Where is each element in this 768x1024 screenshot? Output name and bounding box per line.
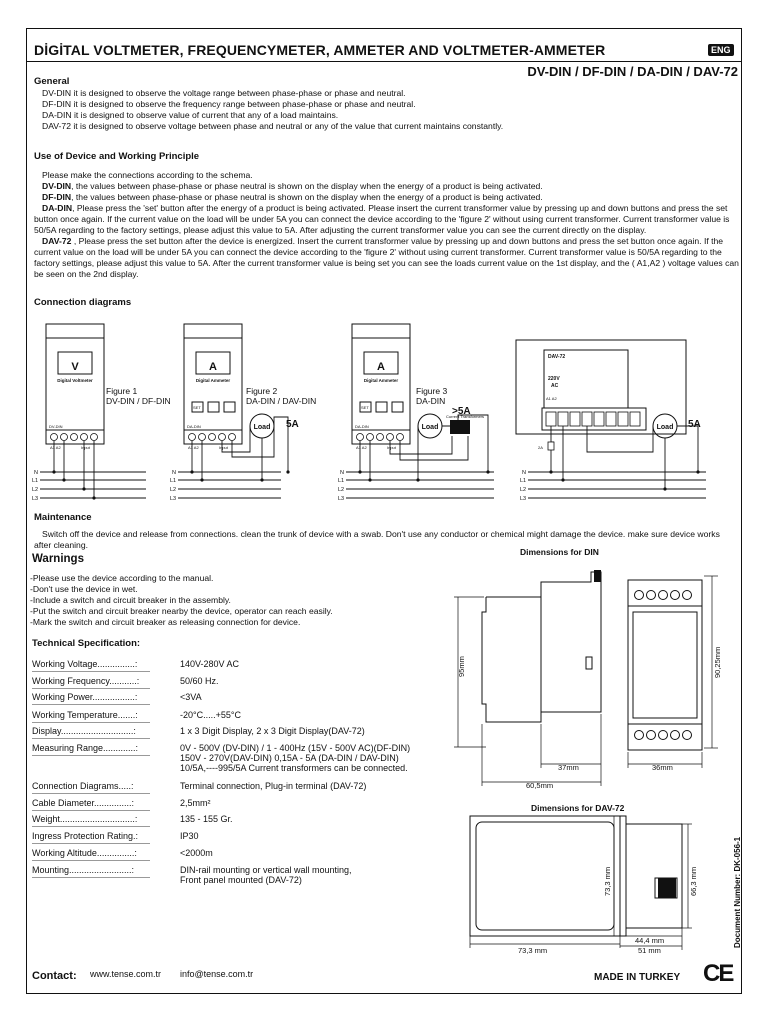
line-label-l1: L1 (520, 478, 527, 484)
usage-item-text: , the values between phase-phase or phase neutral is shown on the display when the energy of a product is being activated. (71, 192, 543, 202)
spec-value: DIN-rail mounting or vertical wall mounting, Front panel mounted (DAV-72) (180, 865, 352, 885)
spec-value: Terminal connection, Plug-in terminal (DAV-72) (180, 781, 367, 791)
din-terminal (647, 591, 656, 600)
dav-height-663: 66,3 mm (689, 866, 698, 896)
junction-dot (561, 478, 564, 481)
spec-value: IP30 (180, 831, 199, 841)
dav72-voltage: 220V (548, 376, 560, 382)
usage-item-name: DAV-72 (42, 236, 72, 246)
dav-dimension-drawing (460, 812, 700, 957)
spec-value: 135 - 155 Gr. (180, 814, 233, 824)
spec-separator (32, 755, 150, 756)
terminal-screw (209, 434, 216, 441)
spec-value: 2,5mm² (180, 798, 211, 808)
spec-separator (32, 704, 150, 705)
terminal-screw (81, 434, 88, 441)
line-label-l3: L3 (520, 496, 527, 502)
device-2-terminals: A1 A2 (188, 445, 199, 450)
din-width-605: 60,5mm (526, 781, 554, 790)
terminal-screw (71, 434, 78, 441)
terminal-screw (219, 434, 226, 441)
din-terminal (671, 591, 680, 600)
junction-dot (82, 487, 85, 490)
wire (390, 436, 452, 454)
usage-item-name: DF-DIN (42, 192, 72, 202)
current-gt5a-label: >5A (452, 406, 471, 417)
dav72-terminal (558, 412, 568, 426)
spec-value: 0V - 500V (DV-DIN) / 1 - 400Hz (15V - 500V AC)(DF-DIN) 150V - 270V(DAV-DIN) 0,15A - 5A (DA-DIN / DAV-DIN) 10/5A,----995/5A Current transformers can be connected. (180, 743, 411, 773)
general-text (42, 88, 732, 132)
line-label-l2: L2 (32, 487, 39, 493)
general-line: DV-DIN it is designed to observe the voltage range between phase-phase or phase and neutral. (42, 88, 406, 98)
junction-dot (260, 478, 263, 481)
warnings-heading: Warnings (32, 553, 84, 565)
junction-dot (200, 478, 203, 481)
spec-key: Working Voltage...............: (32, 659, 138, 669)
line-label-l3: L3 (338, 496, 345, 502)
general-line: DA-DIN it is designed to observe value of current that any of a load maintains. (42, 110, 339, 120)
spec-separator (32, 722, 150, 723)
device-2-top-rail (184, 324, 242, 338)
warning-item: -Put the switch and circuit breaker nearby the device, operator can reach easily. (30, 606, 333, 616)
spec-separator (32, 738, 150, 739)
spec-key: Display.............................: (32, 726, 136, 736)
din-terminal (635, 591, 644, 600)
dav72-terminal (546, 412, 556, 426)
spec-key: Connection Diagrams.....: (32, 781, 134, 791)
din-side-latch (594, 570, 601, 582)
din-dimensions-heading: Dimensions for DIN (520, 547, 599, 557)
terminal-screw (377, 434, 384, 441)
device-2-model: DA-DIN (187, 424, 201, 429)
spec-value: -20°C.....+55°C (180, 710, 241, 720)
current-5a-label: 5A (286, 419, 299, 430)
ce-mark: CE (703, 960, 733, 987)
device-1-top-rail (46, 324, 104, 338)
ct-label: Current Transformers (446, 414, 485, 419)
dav72-label: DAV-72 (548, 354, 566, 360)
figure-3-sub: DA-DIN (416, 396, 446, 406)
device-3-set-label: SET (361, 405, 369, 410)
spec-separator (32, 810, 150, 811)
dav-height-733: 73,3 mm (603, 866, 612, 896)
made-in-label: MADE IN TURKEY (594, 972, 681, 983)
junction-dot (62, 478, 65, 481)
device-1-terminal-block (46, 430, 104, 444)
warning-item: -Include a switch and circuit breaker in the assembly. (30, 595, 231, 605)
dav72-terminal (582, 412, 592, 426)
spec-value: <2000m (180, 848, 213, 858)
device-2-input: Input (219, 445, 228, 450)
device-3-name: Digital Ammeter (363, 378, 399, 383)
spec-separator (32, 860, 150, 861)
device-2-name: Digital Ammeter (195, 378, 231, 383)
maintenance-text: Switch off the device and release from connections. clean the trunk of device with a swab. Don't use any conductor or chemical might damage the device. make sure device works after cleaning. (34, 529, 720, 550)
warning-item: -Mark the switch and circuit breaker as releasing connection for device. (30, 617, 301, 627)
terminal-screw (199, 434, 206, 441)
warning-item: -Don't use the device in wet. (30, 584, 138, 594)
device-1-name: Digital Voltmeter (57, 378, 93, 383)
connection-diagrams (26, 312, 742, 507)
warnings-list (30, 573, 430, 628)
maintenance-heading: Maintenance (34, 512, 92, 523)
spec-key: Mounting.........................: (32, 865, 135, 875)
model-list: DV-DIN / DF-DIN / DA-DIN / DAV-72 (527, 64, 738, 79)
device-3-terminal-block (352, 430, 410, 444)
page-title: DİGİTAL VOLTMETER, FREQUENCYMETER, AMMETER AND VOLTMETER-AMMETER (34, 42, 606, 58)
junction-dot (416, 478, 419, 481)
device-2-set-label: SET (193, 405, 201, 410)
din-height-9025: 90,25mm (713, 646, 722, 678)
din-side-slot (586, 657, 592, 669)
din-terminal (635, 731, 644, 740)
dav72-terminal (570, 412, 580, 426)
usage-item-name: DV-DIN (42, 181, 72, 191)
line-label-l3: L3 (170, 496, 177, 502)
contact-website[interactable]: www.tense.com.tr (90, 969, 162, 979)
device-3-model: DA-DIN (355, 424, 369, 429)
din-terminal (659, 591, 668, 600)
dav-side-connector (658, 878, 676, 898)
dav72-terminal (618, 412, 628, 426)
spec-separator (32, 843, 150, 844)
dav72-terminal (630, 412, 640, 426)
wire (677, 426, 698, 472)
spec-key: Cable Diameter...............: (32, 798, 135, 808)
device-1-input: Input (81, 445, 90, 450)
terminal-screw (357, 434, 364, 441)
din-width-36: 36mm (652, 763, 673, 772)
device-1-letter: V (71, 361, 79, 373)
din-terminal (659, 731, 668, 740)
usage-item-name: DA-DIN (42, 203, 73, 213)
line-label-l2: L2 (338, 487, 345, 493)
device-3-button (392, 402, 403, 412)
device-3-top-rail (352, 324, 410, 338)
spec-separator (32, 688, 150, 689)
dav72-terminal (606, 412, 616, 426)
line-label-l3: L3 (32, 496, 39, 502)
spec-key: Measuring Range.............: (32, 743, 139, 753)
dav-width-733: 73,3 mm (518, 946, 548, 955)
spec-value: 1 x 3 Digit Display, 2 x 3 Digit Display(DAV-72) (180, 726, 365, 736)
contact-email[interactable]: info@tense.com.tr (180, 969, 254, 979)
device-3-input: Input (387, 445, 396, 450)
terminal-screw (367, 434, 374, 441)
junction-dot (368, 478, 371, 481)
figure-2-label: Figure 2 (246, 386, 278, 396)
line-label-l1: L1 (338, 478, 345, 484)
junction-dot (358, 470, 361, 473)
device-3-button (376, 402, 387, 412)
junction-dot (663, 487, 666, 490)
spec-key: Working Power.................: (32, 692, 138, 702)
junction-dot (190, 470, 193, 473)
dav-width-51: 51 mm (638, 946, 661, 955)
device-2-button (208, 402, 219, 412)
usage-text (34, 170, 740, 280)
current-transformer (450, 420, 470, 434)
general-heading: General (34, 76, 70, 87)
device-1-model: DV-DIN (49, 424, 63, 429)
spec-value: <3VA (180, 692, 202, 702)
terminal-screw (387, 434, 394, 441)
fuse (548, 442, 554, 450)
connection-heading: Connection diagrams (34, 297, 132, 308)
dav-side-body (626, 824, 682, 928)
device-3-letter: A (377, 361, 385, 373)
din-height-95: 95mm (457, 656, 466, 677)
din-terminal (683, 591, 692, 600)
document-number: Document Number: DK-056-1 (733, 836, 742, 948)
terminal-screw (51, 434, 58, 441)
load-label: Load (253, 424, 271, 431)
general-line: DAV-72 it is designed to observe voltage between phase and neutral or any of the value that current maintains constantly. (42, 121, 504, 131)
current-5a-label: 5A (688, 419, 701, 430)
device-1-terminals: A1 A2 (50, 445, 61, 450)
dav-front-display (476, 822, 614, 930)
line-label-n: N (34, 470, 38, 476)
dav-side-flange (620, 816, 626, 936)
spec-key: Working Altitude...............: (32, 848, 137, 858)
junction-dot (486, 470, 489, 473)
line-label-l1: L1 (32, 478, 39, 484)
spec-value: 140V-280V AC (180, 659, 240, 669)
din-front-window (633, 612, 697, 718)
din-dimension-drawing (446, 562, 736, 792)
spec-separator (32, 877, 150, 878)
junction-dot (92, 496, 95, 499)
general-line: DF-DIN it is designed to observe the frequency range between phase-phase or phase and neutral. (42, 99, 416, 109)
spec-value: 50/60 Hz. (180, 676, 219, 686)
line-label-l1: L1 (170, 478, 177, 484)
line-label-l2: L2 (170, 487, 177, 493)
din-width-37: 37mm (558, 763, 579, 772)
device-3-terminals: A1 A2 (356, 445, 367, 450)
device-2-terminal-block (184, 430, 242, 444)
spec-key: Working Temperature.......: (32, 710, 138, 720)
dav72-ac: AC (551, 383, 559, 389)
usage-heading: Use of Device and Working Principle (34, 151, 200, 162)
din-terminal (647, 731, 656, 740)
terminal-screw (61, 434, 68, 441)
figure-1-label: Figure 1 (106, 386, 138, 396)
junction-dot (286, 470, 289, 473)
specs-heading: Technical Specification: (32, 638, 141, 649)
usage-item-text: , the values between phase-phase or phase neutral is shown on the display when the energy of a product is being activated. (71, 181, 543, 191)
figure-1-sub: DV-DIN / DF-DIN (106, 396, 171, 406)
spec-key: Working Frequency...........: (32, 676, 140, 686)
device-2-button (224, 402, 235, 412)
spec-key: Weight..............................: (32, 814, 138, 824)
language-badge: ENG (708, 44, 734, 56)
spec-separator (32, 793, 150, 794)
fuse-label: 2A (538, 445, 543, 450)
usage-intro: Please make the connections according to the schema. (42, 170, 253, 180)
spec-separator (32, 671, 150, 672)
load-label: Load (421, 424, 439, 431)
line-label-n: N (172, 470, 176, 476)
din-terminal (683, 731, 692, 740)
figure-2-sub: DA-DIN / DAV-DIN (246, 396, 317, 406)
header-divider (26, 61, 742, 62)
terminal-screw (397, 434, 404, 441)
dav-front-bezel (470, 816, 620, 936)
line-label-l2: L2 (520, 487, 527, 493)
terminal-screw (91, 434, 98, 441)
dav-width-444: 44,4 mm (635, 936, 665, 945)
dav-dimensions-heading: Dimensions for DAV-72 (531, 803, 625, 813)
load-label: Load (656, 424, 674, 431)
line-label-n: N (340, 470, 344, 476)
spec-key: Ingress Protection Rating.: (32, 831, 139, 841)
contact-label: Contact: (32, 970, 77, 982)
device-2-letter: A (209, 361, 217, 373)
warning-item: -Please use the device according to the manual. (30, 573, 214, 583)
junction-dot (549, 470, 552, 473)
junction-dot (696, 470, 699, 473)
terminal-screw (189, 434, 196, 441)
terminal-screw (229, 434, 236, 441)
dav72-terminals: A1 A2 (546, 396, 557, 401)
usage-item-text: , Please press the set button after the device is energized. Insert the current transformer value by pressing up and down buttons and press the set button once again. If the current value on the load will be under 5A you can connect the device according to the 'figure 2' without using current transformer. Current transformer value is 50/5A regarding to the factory settings, please adjust this value to 5A. After the current transformer value is being set you can see the loads current value on the 1st display, and the ( A1,A2 ) voltage values can be seen on the 2nd display. (34, 236, 739, 279)
figure-3-label: Figure 3 (416, 386, 448, 396)
junction-dot (52, 470, 55, 473)
din-terminal (671, 731, 680, 740)
spec-separator (32, 826, 150, 827)
usage-item-text: , Please press the 'set' button after the energy of a product is being activated. Please insert the current transformer value by pressing up and down buttons and press the set button once again. If the current value on the load will be under 5A you can connect the device according to the 'figure 2' without using current transformer. Current transformer value is 50/5A regarding to the factory settings, please adjust this value to 5A. After adjusting the current transformer value you can see the current directly on the display. (34, 203, 730, 235)
line-label-n: N (522, 470, 526, 476)
dav72-terminal (594, 412, 604, 426)
